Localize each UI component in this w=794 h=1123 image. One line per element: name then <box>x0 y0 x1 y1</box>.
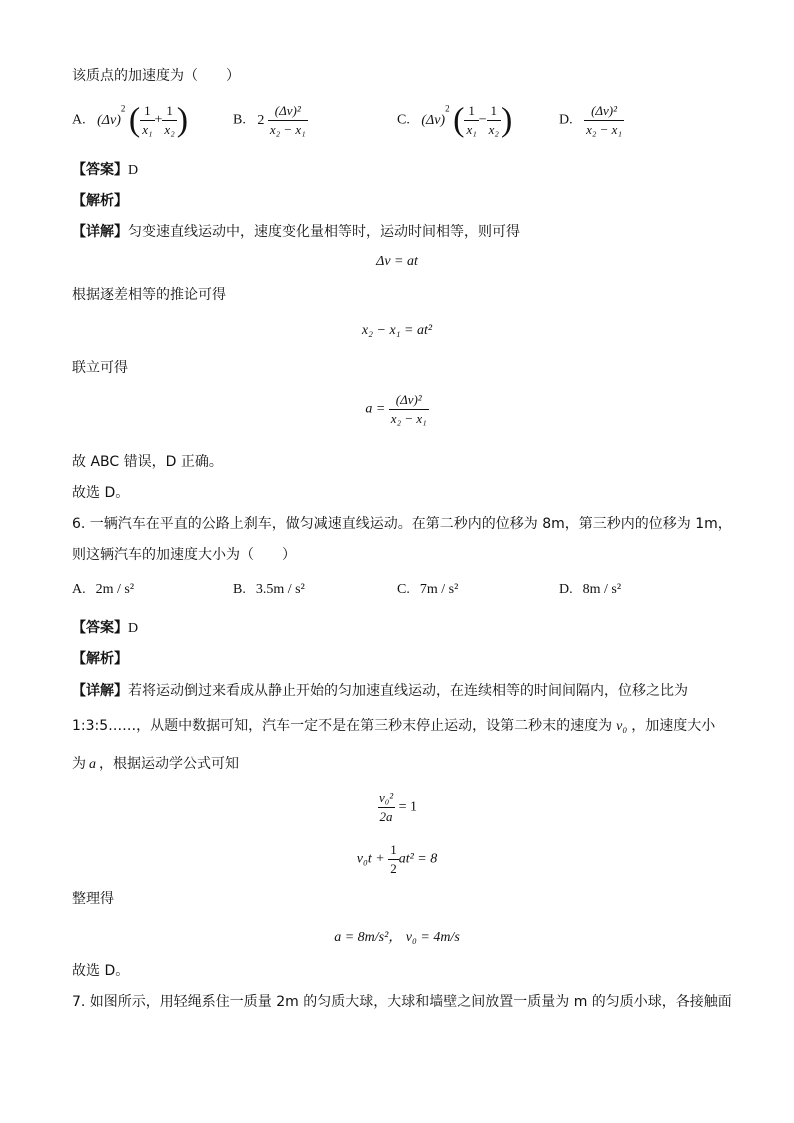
q5-eq1: Δv = at <box>376 254 418 269</box>
q7-stem-1: 7. 如图所示，用轻绳系住一质量 2m 的匀质大球，大球和墙壁之间放置一质量为 m 的匀质小球，各接触面 <box>72 994 732 1010</box>
q6-eq3: a = 8m/s²， v₀ = 4m/s <box>334 930 460 945</box>
q6-stem-2: 则这辆汽车的加速度大小为（ ） <box>72 547 296 563</box>
q6-answer: 【答案】D <box>72 620 139 636</box>
q5-text4: 故 ABC 错误，D 正确。 <box>72 454 223 470</box>
option-a-exp: 2 <box>120 103 126 114</box>
q6-option-a: A. 2m / s² <box>72 582 135 597</box>
q6-option-b: B. 3.5m / s² <box>233 582 305 597</box>
q6-detail-1: 【详解】若将运动倒过来看成从静止开始的匀加速直线运动，在连续相等的时间间隔内，位移之比为 <box>72 683 688 699</box>
option-c-prefix: (Δv) <box>421 112 446 128</box>
q6-analysis-tag: 【解析】 <box>72 651 128 667</box>
q5-option-b <box>233 103 308 138</box>
q6-eq1: $\frac{\text{v₀²}}{2a}$ = 1 <box>378 790 418 824</box>
q5-text2: 根据逐差相等的推论可得 <box>72 287 226 303</box>
option-c-op: − <box>478 112 487 128</box>
q5-detail: 【详解】匀变速直线运动中，速度变化量相等时，运动时间相等，则可得 <box>72 224 520 240</box>
option-a-frac2: $\frac{1}{\text{x₂}}$ <box>164 103 175 137</box>
option-d-label: D. <box>559 112 573 128</box>
q5-answer: 【答案】D <box>72 162 139 178</box>
q6-eq2: v₀t + $\frac{1}{2}$ at² = 8 <box>356 842 438 876</box>
q5-text5: 故选 D。 <box>72 485 130 501</box>
option-c-exp: 2 <box>445 103 450 114</box>
option-a-op: + <box>154 112 163 128</box>
option-b-frac: $\frac{\text{(Δv)²}}{\text{x₂ − x₁}}$ <box>269 103 306 137</box>
option-c-frac2: $\frac{1}{\text{x₂}}$ <box>488 103 499 137</box>
option-a-lparen: ( <box>128 101 141 139</box>
q6-text-end: 故选 D。 <box>72 963 130 979</box>
q5-option-c <box>397 103 512 138</box>
option-a-rparen: ) <box>176 101 189 139</box>
q5-stem: 该质点的加速度为（ ） <box>72 68 240 84</box>
option-a-prefix: (Δv) <box>97 112 121 128</box>
option-a-label: A. <box>72 112 86 128</box>
option-c-frac1: $\frac{1}{\text{x₁}}$ <box>466 103 477 137</box>
q5-option-d <box>559 103 624 138</box>
q6-detail-2: 1:3:5……，从题中数据可知，汽车一定不是在第三秒末停止运动，设第二秒末的速度为 v₀ ，加速度大小 <box>72 718 716 734</box>
option-d-frac: $\frac{\text{(Δv)²}}{\text{x₂ − x₁}}$ <box>586 103 622 137</box>
q6-option-d: D. 8m / s² <box>559 582 622 597</box>
q5-text3: 联立可得 <box>72 360 128 376</box>
option-c-lparen: ( <box>453 101 465 139</box>
q6-detail-3: 为 a ，根据运动学公式可知 <box>72 756 239 772</box>
q5-eq3: a = $\frac{\text{(Δv)²}}{\text{x₂ − x₁}}$ <box>365 392 427 426</box>
option-b-coef: 2 <box>257 112 265 128</box>
q5-option-a <box>72 103 188 138</box>
option-b-label: B. <box>233 112 246 128</box>
q5-eq2: x₂ − x₁ = at² <box>361 323 433 338</box>
q5-analysis-tag: 【解析】 <box>72 193 128 209</box>
q6-stem-1: 6. 一辆汽车在平直的公路上刹车，做匀减速直线运动。在第二秒内的位移为 8m，第三秒内的位移为 1m， <box>72 516 732 532</box>
q6-text-sort: 整理得 <box>72 891 114 907</box>
option-c-rparen: ) <box>500 101 513 139</box>
q6-option-c: C. 7m / s² <box>397 582 459 597</box>
option-c-label: C. <box>397 112 410 128</box>
option-a-frac1: $\frac{1}{\text{x₁}}$ <box>142 103 153 137</box>
